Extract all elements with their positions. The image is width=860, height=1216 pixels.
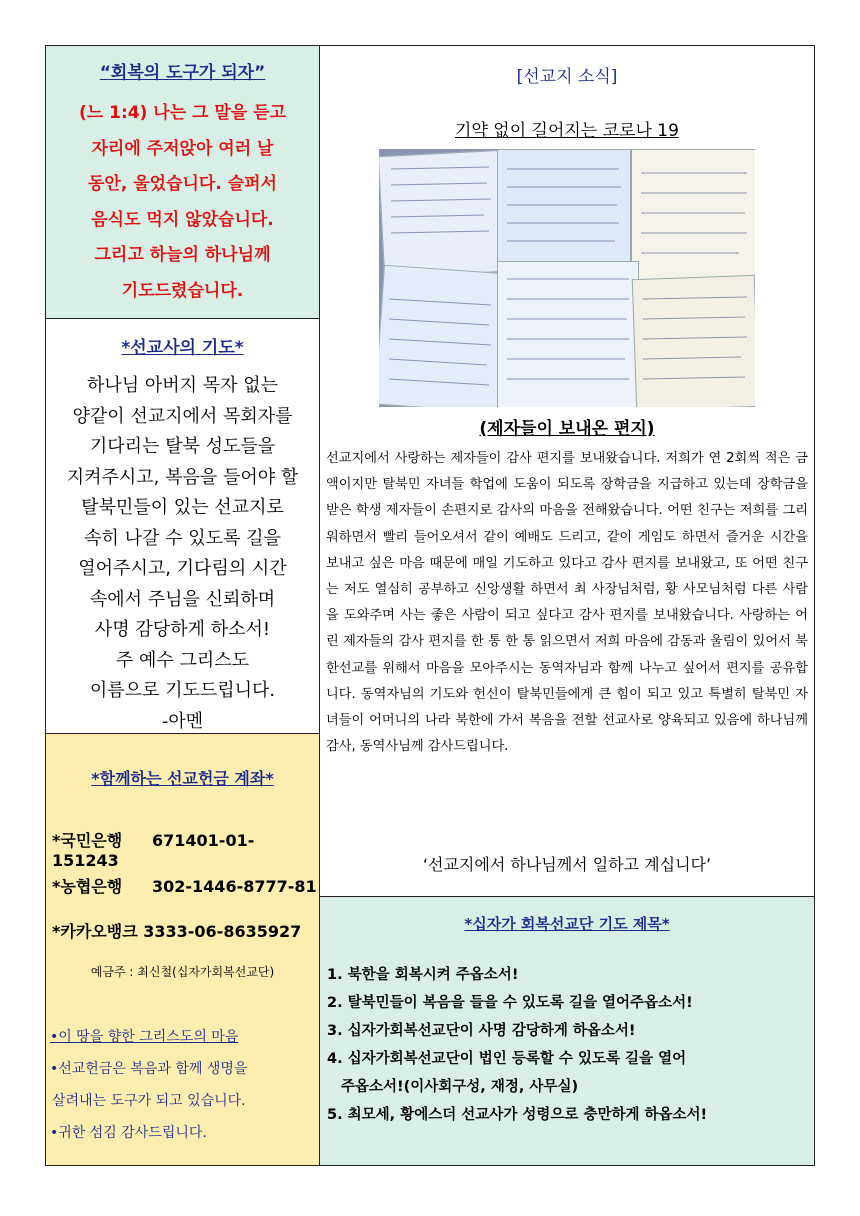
- topics-list: [327, 961, 808, 1129]
- prayer-line: 하나님 아버지 목자 없는: [86, 375, 279, 396]
- topics-title: *십자가 회복선교단 기도 제목*: [464, 915, 670, 933]
- prayer-line: 주 예수 그리스도: [115, 649, 250, 671]
- prayer-line: 이름으로 기도드립니다.: [89, 680, 276, 701]
- note-line: •귀한 섬김 감사드립니다.: [50, 1125, 207, 1141]
- list-item: 2. 탈북민들이 복음을 들을 수 있도록 길을 열어주옵소서!: [327, 995, 693, 1011]
- list-item: 4. 십자가회복선교단이 법인 등록할 수 있도록 길을 열어: [327, 1051, 687, 1067]
- verse-text: [54, 96, 311, 309]
- missionary-prayer-box: [46, 319, 319, 733]
- news-article: 선교지에서 사랑하는 제자들이 감사 편지를 보내왔습니다. 저희가 연 2회씩 적은 금액이지만 탈북민 자녀들 학업에 도움이 되도록 장학금을 지급하고 있는데 장학금을 받은 학생 제자들이 손편지로 감사의 마음을 전해왔습니다. 어떤 친구는 저희를 그리워하면서 빨리 들어오셔서 같이 예배도 드리고, 같이 게임도 하면서 즐거운 시간을 보내고 싶은 마음 때문에 매일 기도하고 있다고 감사 편지를 보내왔고, 또 어떤 친구는 저도 열심히 공부하고 신앙생활 하면서 최 사장님처럼, 황 사모님처럼 다른 사람을 도와주며 사는 좋은 사람이 되고 싶다고 감사 편지를 보내왔습니다. 사랑하는 어린 제자들의 감사 편지를 한 통 한 통 읽으면서 저희 마음에 감동과 울림이 있어서 북한선교를 위해서 마음을 모아주시는 동역자님과 함께 나누고 싶어서 편지를 공유합니다. 동역자님의 기도와 헌신이 탈북민들에게 큰 힘이 되고 있고 특별히 탈북민 자녀들이 어머니의 나라 북한에 가서 복음을 전할 선교사로 양육되고 있음에 하나님께 감사, 동역사님께 감사드립니다.: [326, 451, 808, 755]
- list-item: 주옵소서!(이사회구성, 재정, 사무실): [341, 1079, 579, 1095]
- list-item: 3. 십자가회복선교단이 사명 감당하게 하옵소서!: [327, 1023, 636, 1039]
- letters-photo: [379, 149, 755, 407]
- account-number: 3333-06-8635927: [143, 922, 302, 941]
- prayer-line: 지켜주시고, 복음을 들어야 할: [66, 466, 299, 488]
- bank-account-row: [52, 874, 317, 897]
- verse-line: 자리에 주저앉아 여러 날: [91, 138, 274, 159]
- photo-caption: (제자들이 보내온 편지): [479, 419, 655, 439]
- account-number: 302-1446-8777-81: [152, 877, 317, 896]
- list-item: 5. 최모세, 황에스더 선교사가 성령으로 충만하게 하옵소서!: [327, 1107, 708, 1123]
- mission-news-section: [320, 46, 814, 896]
- bank-name: *국민은행: [52, 831, 123, 850]
- account-holder: 예금주 : 최신철(십자가회복선교단): [90, 965, 275, 979]
- prayer-line: 양같이 선교지에서 목회자를: [72, 405, 293, 427]
- bank-account-row: [52, 828, 319, 870]
- note-line: •선교헌금은 복음과 함께 생명을: [50, 1061, 248, 1077]
- prayer-line: 기다리는 탈북 성도들을: [89, 436, 276, 457]
- handwriting-lines: [379, 149, 755, 407]
- bank-name: *카카오뱅크: [52, 922, 138, 941]
- verse-line: 음식도 먹지 않았습니다.: [91, 209, 274, 230]
- verse-line: 기도드렸습니다.: [121, 280, 244, 301]
- account-title: *함께하는 선교헌금 계좌*: [91, 769, 274, 788]
- prayer-line: -아멘: [161, 710, 204, 732]
- verse-line: 그리고 하늘의 하나님께: [94, 245, 271, 265]
- note-line: •이 땅을 향한 그리스도의 마음: [50, 1029, 239, 1045]
- account-number: 671401-01-151243: [52, 831, 255, 870]
- bank-account-row: [52, 919, 301, 942]
- prayer-line: 사명 감당하게 하소서!: [94, 619, 271, 640]
- verse-line: 동안, 울었습니다. 슬퍼서: [88, 174, 277, 194]
- prayer-line: 탈북민들이 있는 선교지로: [81, 497, 284, 518]
- verse-box: [46, 46, 319, 318]
- prayer-topics-box: [320, 897, 814, 1165]
- prayer-title: *선교사의 기도*: [121, 338, 244, 358]
- news-headline: 기약 없이 길어지는 코로나 19: [455, 121, 679, 141]
- offering-account-box: [46, 734, 319, 1165]
- account-notes: [50, 1021, 315, 1149]
- prayer-line: 속히 나갈 수 있도록 길을: [84, 527, 281, 549]
- verse-title: “회복의 도구가 되자”: [99, 63, 266, 83]
- prayer-line: 열어주시고, 기다림의 시간: [78, 558, 287, 579]
- section-title: [선교지 소식]: [516, 67, 618, 87]
- prayer-line: 속에서 주님을 신뢰하며: [89, 588, 276, 610]
- bank-name: *농협은행: [52, 877, 123, 896]
- note-line: 살려내는 도구가 되고 있습니다.: [52, 1093, 246, 1109]
- list-item: 1. 북한을 회복시켜 주옵소서!: [327, 967, 519, 983]
- news-quote: ‘선교지에서 하나님께서 일하고 계십니다’: [422, 855, 712, 874]
- prayer-text: [50, 371, 315, 737]
- verse-line: (느 1:4) 나는 그 말을 듣고: [79, 103, 286, 123]
